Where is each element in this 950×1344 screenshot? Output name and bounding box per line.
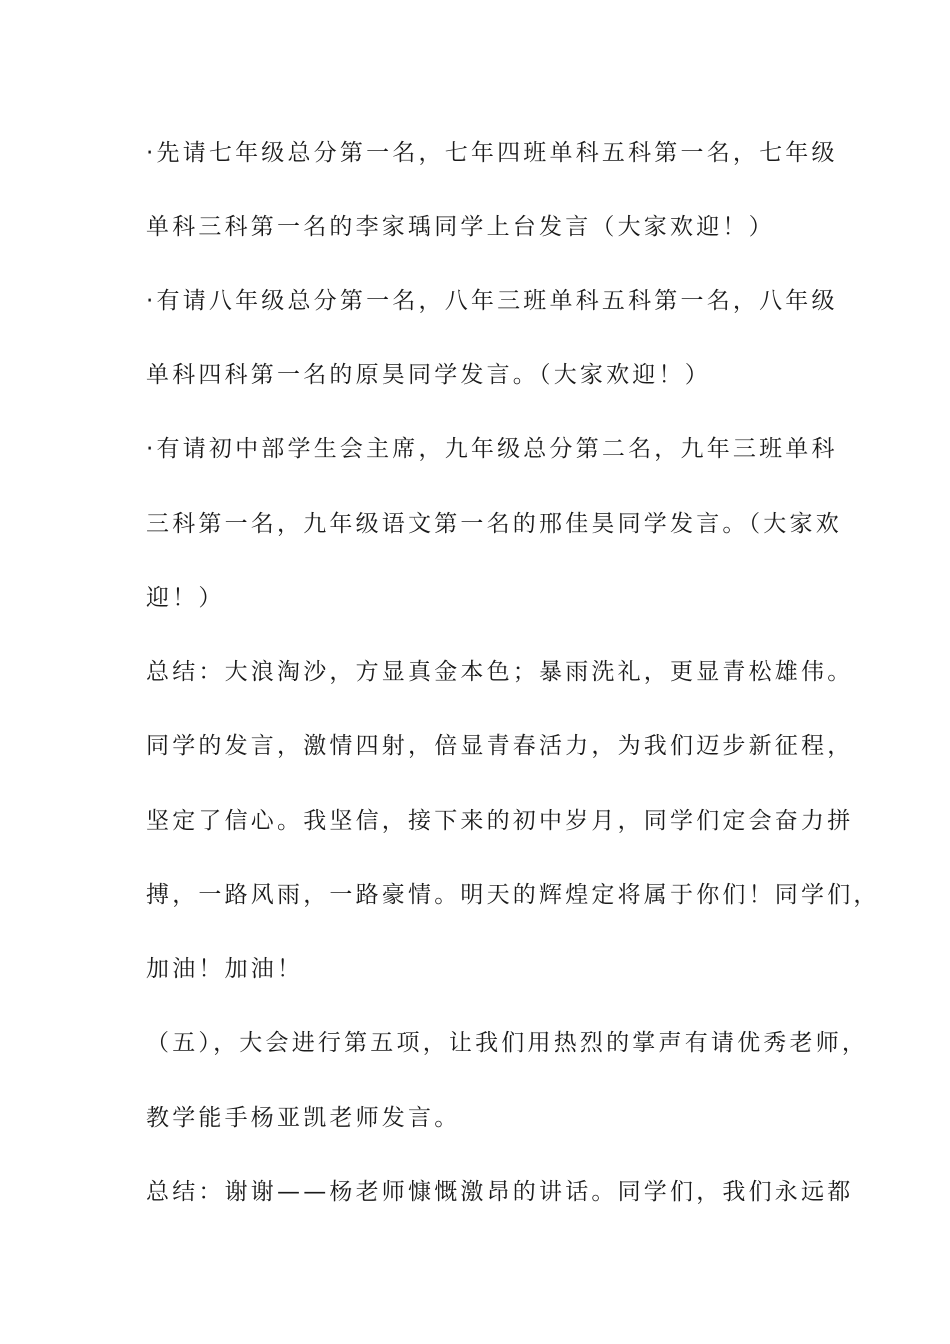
text-line: 单科三科第一名的李家瑀同学上台发言（大家欢迎！） [146, 214, 775, 240]
text-line: 坚定了信心。我坚信，接下来的初中岁月，同学们定会奋力拼 [146, 808, 854, 834]
text-line: 三科第一名，九年级语文第一名的邢佳昊同学发言。（大家欢 [146, 511, 842, 537]
text-line: ·有请八年级总分第一名，八年三班单科五科第一名，八年级 [146, 288, 838, 314]
text-line: 总结：谢谢——杨老师慷慨激昂的讲话。同学们，我们永远都 [146, 1179, 854, 1205]
text-line: 搏，一路风雨，一路豪情。明天的辉煌定将属于你们！同学们， [146, 882, 880, 908]
text-line: 加油！加油！ [146, 956, 304, 982]
text-line: 迎！） [146, 585, 225, 611]
text-line: （五），大会进行第五项，让我们用热烈的掌声有请优秀老师， [146, 1030, 869, 1056]
text-line: 同学的发言，激情四射，倍显青春活力，为我们迈步新征程， [146, 733, 854, 759]
text-line: 单科四科第一名的原昊同学发言。（大家欢迎！） [146, 362, 711, 388]
text-line: 总结：大浪淘沙，方显真金本色；暴雨洗礼，更显青松雄伟。 [146, 659, 854, 685]
text-line: ·有请初中部学生会主席，九年级总分第二名，九年三班单科 [146, 436, 838, 462]
text-line: 教学能手杨亚凯老师发言。 [146, 1105, 461, 1131]
text-line: ·先请七年级总分第一名，七年四班单科五科第一名，七年级 [146, 140, 838, 166]
